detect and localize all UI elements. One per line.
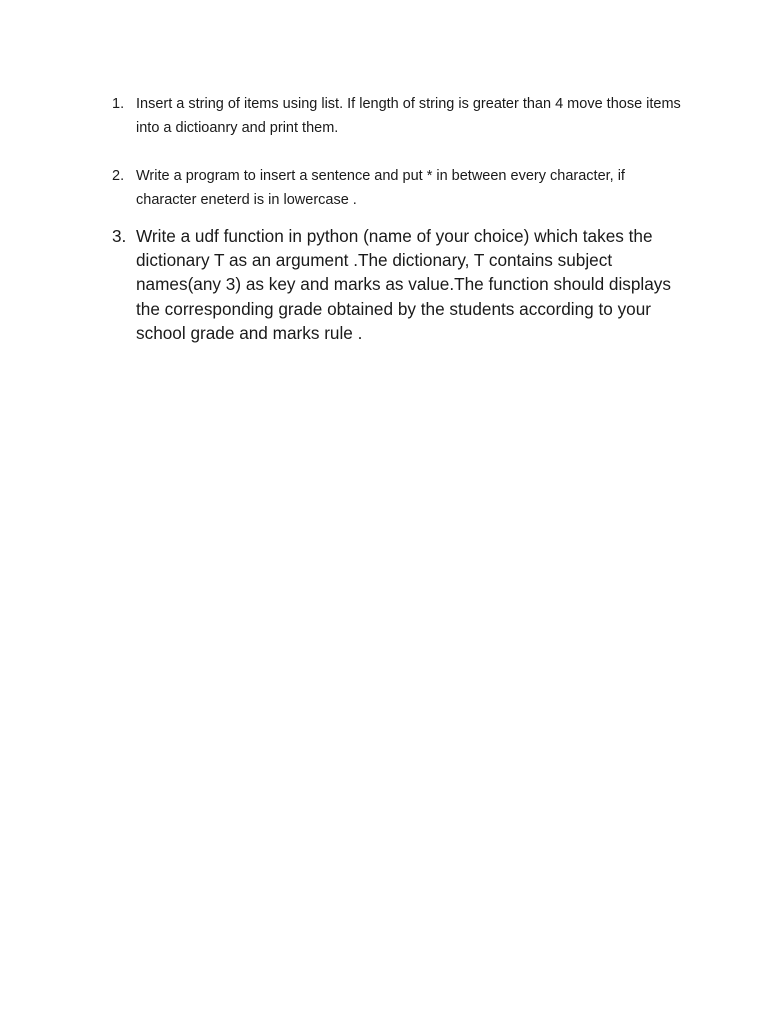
question-text-3: Write a udf function in python (name of your choice) which takes the dictionary T as an argument .The dictionary, T contains subject names(any 3) as key and marks as value.The function should displays the corresponding grade obtained by the students according to your school grade and marks rule .	[136, 226, 671, 343]
question-number-1: 1.	[112, 96, 125, 112]
question-text-2: Write a program to insert a sentence and put * in between every character, if character eneterd is in lowercase .	[136, 168, 625, 208]
question-text-1: Insert a string of items using list. If length of string is greater than 4 move those items into a dictioanry and print them.	[136, 96, 681, 136]
question-number-2: 2.	[112, 168, 125, 184]
question-number-3: 3.	[112, 226, 127, 246]
